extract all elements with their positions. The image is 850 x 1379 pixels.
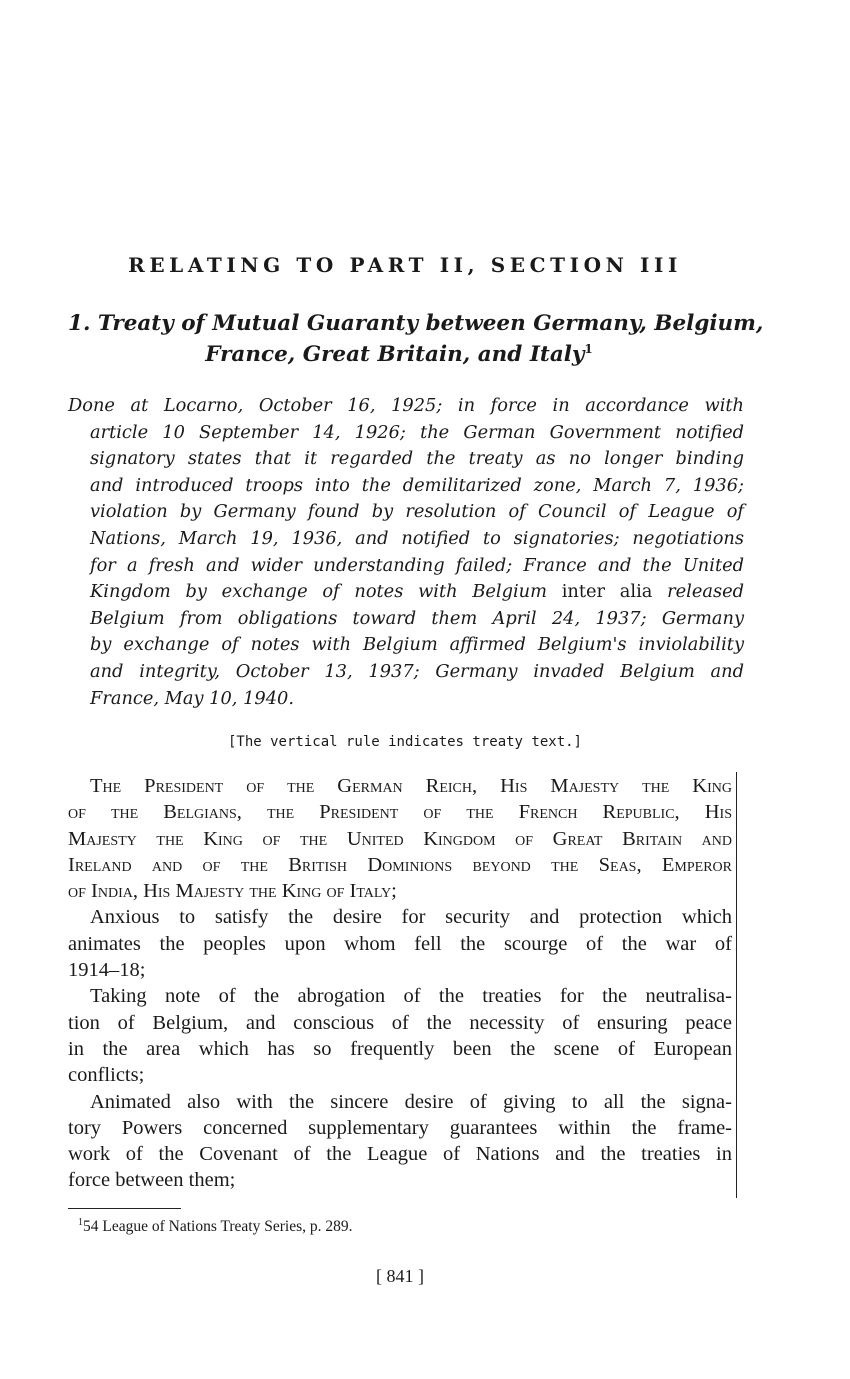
history-line bbox=[68, 579, 744, 606]
page-number: [ 841 ] bbox=[376, 1266, 424, 1286]
history-line: France, May 10, 1940. bbox=[90, 687, 295, 709]
history-line-8-part-1: Kingdom by exchange of notes with Belgium bbox=[90, 581, 547, 603]
paragraph-line: force between them; bbox=[68, 1169, 236, 1192]
treaty-text-vertical-rule bbox=[736, 772, 737, 1198]
history-line: Done at Locarno, October 16, 1925; in force in accordance with bbox=[68, 395, 744, 416]
treaty-title-line-2-text: France, Great Britain, and Italy bbox=[205, 342, 585, 367]
paragraph-line: Taking note of the abrogation of the treaties for the neutralisa- bbox=[90, 985, 732, 1008]
title-footnote-marker: 1 bbox=[584, 341, 593, 356]
history-line: for a fresh and wider understanding failed; France and the United bbox=[90, 554, 744, 576]
section-heading: RELATING TO PART II, SECTION III bbox=[128, 253, 682, 277]
history-line: and integrity, October 13, 1937; Germany invaded Belgium and bbox=[90, 660, 744, 682]
history-line: and introduced troops into the demilitarized zone, March 7, 1936; bbox=[90, 474, 744, 496]
paragraph-line: Animated also with the sincere desire of giving to all the signa- bbox=[90, 1090, 732, 1113]
treaty-text bbox=[68, 773, 732, 1194]
history-line-8-part-2: released bbox=[667, 581, 744, 603]
paragraph-anxious bbox=[68, 904, 732, 983]
paragraph-line: tion of Belgium, and conscious of the necessity of ensuring peace bbox=[68, 1011, 732, 1034]
paragraph-line: Anxious to satisfy the desire for security and protection which bbox=[90, 906, 732, 929]
history-line-8-roman: inter alia bbox=[561, 581, 653, 603]
paragraph-line: 1914–18; bbox=[68, 959, 146, 982]
editorial-note: [The vertical rule indicates treaty text.] bbox=[227, 734, 582, 750]
treaty-history bbox=[68, 393, 744, 712]
preamble-line: Ireland and of the British Dominions beyond the Seas, Emperor bbox=[68, 853, 732, 876]
preamble-line: of the Belgians, the President of the French Republic, His bbox=[68, 801, 732, 824]
preamble-line: Majesty the King of the United Kingdom of Great Britain and bbox=[68, 827, 732, 850]
paragraph-taking-note bbox=[68, 983, 732, 1088]
footnote-marker: 1 bbox=[78, 1217, 83, 1228]
paragraph-line: in the area which has so frequently been the scene of European bbox=[68, 1037, 732, 1060]
history-line: signatory states that it regarded the treaty as no longer binding bbox=[90, 448, 744, 470]
paragraph-line: conflicts; bbox=[68, 1064, 145, 1087]
treaty-title bbox=[68, 308, 764, 370]
treaty-title-line-2 bbox=[68, 339, 748, 370]
paragraph-line: work of the Covenant of the League of Nations and the treaties in bbox=[68, 1143, 732, 1166]
paragraph-line: animates the peoples upon whom fell the scourge of the war of bbox=[68, 932, 732, 955]
footnote bbox=[78, 1217, 353, 1236]
paragraph-line: tory Powers concerned supplementary guarantees within the frame- bbox=[68, 1116, 732, 1139]
preamble-line: The President of the German Reich, His Majesty the King bbox=[90, 775, 732, 797]
treaty-title-line-1: 1. Treaty of Mutual Guaranty between Germany, Belgium, bbox=[68, 311, 764, 336]
history-line: violation by Germany found by resolution of Council of League of bbox=[90, 501, 744, 523]
history-line: Nations, March 19, 1936, and notified to signatories; negotiations bbox=[90, 527, 744, 549]
preamble-line: of India, His Majesty the King of Italy; bbox=[68, 880, 397, 903]
paragraph-animated bbox=[68, 1089, 732, 1194]
preamble bbox=[68, 773, 732, 904]
history-line: Belgium from obligations toward them April 24, 1937; Germany bbox=[90, 607, 744, 629]
footnote-divider bbox=[68, 1208, 181, 1209]
footnote-text: 54 League of Nations Treaty Series, p. 289. bbox=[83, 1218, 353, 1236]
history-line: article 10 September 14, 1926; the German Government notified bbox=[90, 421, 744, 443]
history-line: by exchange of notes with Belgium affirmed Belgium's inviolability bbox=[90, 634, 744, 656]
